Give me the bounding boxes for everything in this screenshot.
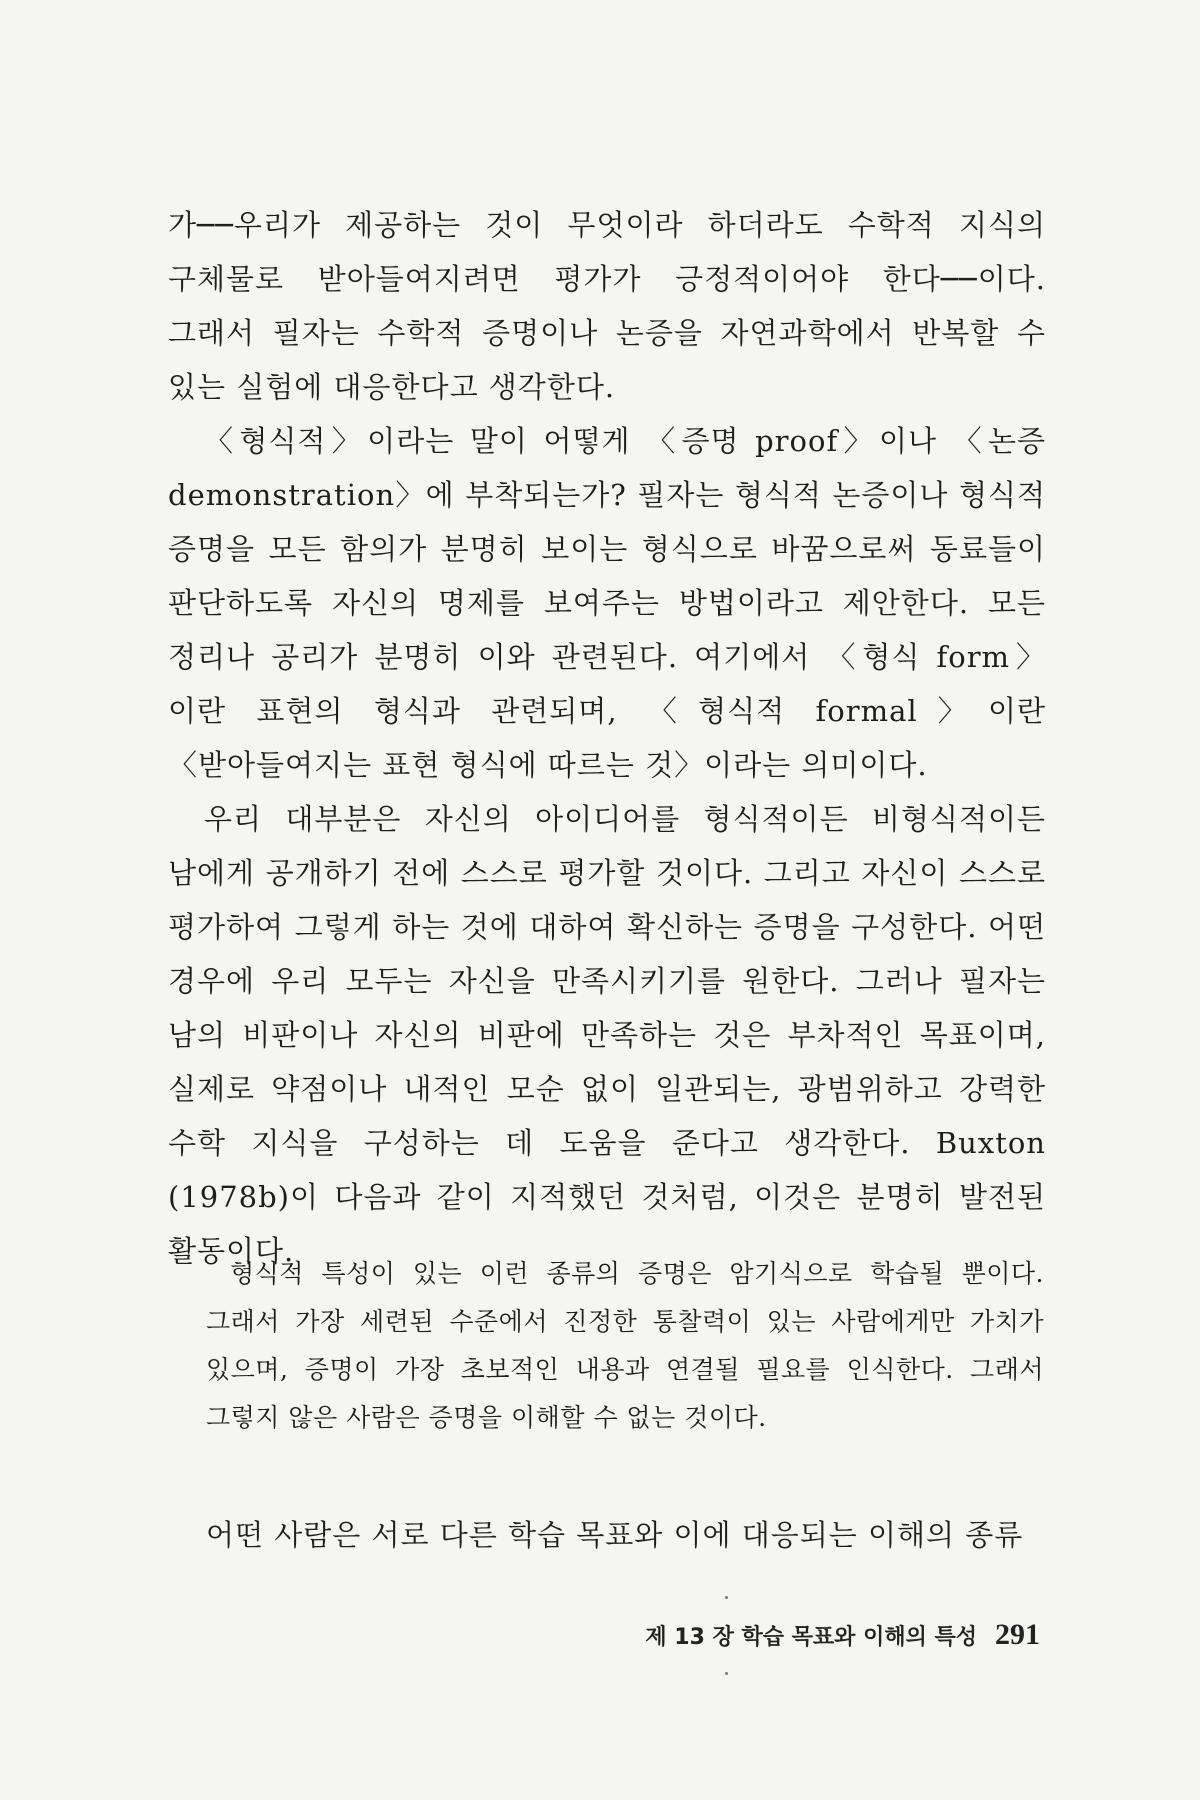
- running-footer: [645, 1618, 1040, 1652]
- paragraph-self-evaluation: 우리 대부분은 자신의 아이디어를 형식적이든 비형식적이든 남에게 공개하기 전에 스스로 평가할 것이다. 그리고 자신이 스스로 평가하여 그렇게 하는 것에 대하여 확신하는 증명을 구성한다. 어떤 경우에 우리 모두는 자신을 만족시키기를 원한다. 그러나 필자는 남의 비판이나 자신의 비판에 만족하는 것은 부차적인 목표이며, 실제로 약점이나 내적인 모순 없이 일관되는, 광범위하고 강력한 수학 지식을 구성하는 데 도움을 준다고 생각한다. Buxton (1978b)이 다음과 같이 지적했던 것처럼, 이것은 분명히 발전된 활동이다.: [168, 802, 1046, 1268]
- main-body-text: [168, 198, 1046, 1278]
- paragraph-formal-proof: 〈형식적〉이라는 말이 어떻게 〈증명 proof〉이나 〈논증 demonstration〉에 부착되는가? 필자는 형식적 논증이나 형식적 증명을 모든 함의가 분명히 보이는 형식으로 바꿈으로써 동료들이 판단하도록 자신의 명제를 보여주는 방법이라고 제안한다. 모든 정리나 공리가 분명히 이와 관련된다. 여기에서 〈형식 form〉이란 표현의 형식과 관련되며, 〈형식적 formal〉이란 〈받아들여지는 표현 형식에 따르는 것〉이라는 의미이다.: [168, 424, 1046, 782]
- closing-line: 어떤 사람은 서로 다른 학습 목표와 이에 대응되는 이해의 종류: [206, 1518, 1024, 1552]
- scan-speck: [725, 1672, 728, 1675]
- scan-speck: [725, 1596, 728, 1599]
- page-number: 291: [995, 1618, 1040, 1651]
- quotation-text: 형식적 특성이 있는 이런 종류의 증명은 암기식으로 학습될 뿐이다. 그래서 가장 세련된 수준에서 진정한 통찰력이 있는 사람에게만 가치가 있으며, 증명이 가장 초보적인 내용과 연결될 필요를 인식한다. 그래서 그렇지 않은 사람은 증명을 이해할 수 없는 것이다.: [206, 1259, 1044, 1432]
- block-quotation: [206, 1250, 1044, 1442]
- paragraph-continuation: 가──우리가 제공하는 것이 무엇이라 하더라도 수학적 지식의 구체물로 받아들여지려면 평가가 긍정적이어야 한다──이다. 그래서 필자는 수학적 증명이나 논증을 자연과학에서 반복할 수 있는 실험에 대응한다고 생각한다.: [168, 208, 1046, 404]
- chapter-title: 제 13 장 학습 목표와 이해의 특성: [645, 1625, 977, 1650]
